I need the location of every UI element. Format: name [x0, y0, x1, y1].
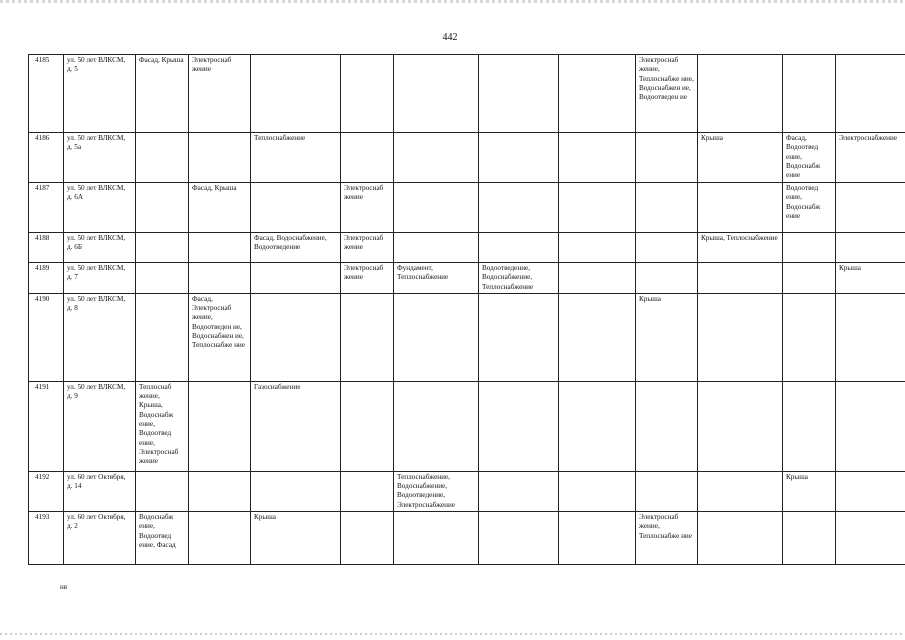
- work-cell: [189, 263, 251, 294]
- work-cell: [136, 471, 189, 511]
- work-cell: [479, 381, 559, 471]
- work-cell: Крыша: [783, 471, 836, 511]
- row-number: 4190: [29, 293, 64, 381]
- page-number: 442: [442, 32, 458, 43]
- row-number: 4193: [29, 512, 64, 565]
- row-number: 4185: [29, 55, 64, 133]
- address-cell: ул. 50 лет ВЛКСМ, д. 6Б: [64, 233, 136, 263]
- address-cell: ул. 50 лет ВЛКСМ, д. 5а: [64, 133, 136, 183]
- work-cell: [836, 293, 905, 381]
- work-cell: Газоснабжение: [251, 381, 341, 471]
- work-cell: [394, 133, 479, 183]
- work-cell: Водоснабж ение, Водоотвед ение, Фасад: [136, 512, 189, 565]
- work-cell: [479, 471, 559, 511]
- work-cell: [189, 512, 251, 565]
- work-cell: [341, 512, 394, 565]
- work-cell: [836, 381, 905, 471]
- work-cell: [251, 471, 341, 511]
- work-cell: [394, 183, 479, 233]
- work-cell: Крыша: [698, 133, 783, 183]
- address-cell: ул. 60 лет Октября, д. 2: [64, 512, 136, 565]
- work-cell: Фундамент, Теплоснабжение: [394, 263, 479, 294]
- work-cell: [189, 471, 251, 511]
- work-cell: Электроснаб жение, Теплоснабже ние: [636, 512, 698, 565]
- work-cell: [341, 293, 394, 381]
- work-cell: [836, 183, 905, 233]
- table-row: [29, 133, 905, 183]
- work-cell: [636, 471, 698, 511]
- row-number: 4192: [29, 471, 64, 511]
- work-cell: Крыша: [836, 263, 905, 294]
- work-cell: [783, 55, 836, 133]
- row-number: 4186: [29, 133, 64, 183]
- address-cell: ул. 50 лет ВЛКСМ, д. 6А: [64, 183, 136, 233]
- table-row: [29, 233, 905, 263]
- work-cell: [559, 133, 636, 183]
- work-cell: [251, 293, 341, 381]
- address-cell: ул. 50 лет ВЛКСМ, д. 7: [64, 263, 136, 294]
- work-cell: Электроснабжение: [836, 133, 905, 183]
- table-row: [29, 381, 905, 471]
- table-row: [29, 263, 905, 294]
- work-cell: [189, 233, 251, 263]
- work-cell: Теплоснаб жение, Крыша, Водоснабж ение, Водоотвед ение, Электроснаб жение: [136, 381, 189, 471]
- work-cell: [136, 293, 189, 381]
- work-cell: [698, 263, 783, 294]
- work-cell: [636, 183, 698, 233]
- work-cell: [341, 55, 394, 133]
- address-cell: ул. 50 лет ВЛКСМ, д. 5: [64, 55, 136, 133]
- work-cell: [479, 55, 559, 133]
- work-cell: [636, 133, 698, 183]
- work-cell: Электроснаб жение: [189, 55, 251, 133]
- work-cell: [559, 183, 636, 233]
- work-cell: Фасад, Электроснаб жение, Водоотведен ие, Водоснабжен ие, Теплоснабже ние: [189, 293, 251, 381]
- work-cell: Теплоснабжение, Водоснабжение, Водоотведение, Электроснабжение: [394, 471, 479, 511]
- row-number: 4191: [29, 381, 64, 471]
- work-cell: Фасад, Крыша: [189, 183, 251, 233]
- scan-edge-top: [0, 0, 905, 3]
- table-row: [29, 55, 905, 133]
- work-cell: [836, 471, 905, 511]
- work-cell: Фасад, Крыша: [136, 55, 189, 133]
- work-cell: Водоотведение, Водоснабжение, Теплоснабжение: [479, 263, 559, 294]
- work-cell: [559, 512, 636, 565]
- work-cell: [394, 381, 479, 471]
- work-cell: [783, 381, 836, 471]
- work-cell: [636, 381, 698, 471]
- work-cell: [559, 263, 636, 294]
- repair-schedule-table: [28, 54, 905, 565]
- row-number: 4187: [29, 183, 64, 233]
- work-cell: [783, 233, 836, 263]
- work-cell: Электроснаб жение: [341, 233, 394, 263]
- work-cell: [698, 512, 783, 565]
- address-cell: ул. 60 лет Октября, д. 14: [64, 471, 136, 511]
- work-cell: [394, 293, 479, 381]
- work-cell: [189, 381, 251, 471]
- work-cell: [394, 512, 479, 565]
- work-cell: [394, 233, 479, 263]
- work-cell: Водоотвед ение, Водоснабж ение: [783, 183, 836, 233]
- work-cell: [341, 133, 394, 183]
- work-cell: [559, 233, 636, 263]
- work-cell: Электроснаб жение: [341, 183, 394, 233]
- address-cell: ул. 50 лет ВЛКСМ, д. 8: [64, 293, 136, 381]
- work-cell: [136, 133, 189, 183]
- work-cell: Фасад, Водоснабжение, Водоотведение: [251, 233, 341, 263]
- work-cell: [136, 183, 189, 233]
- work-cell: [636, 263, 698, 294]
- work-cell: [136, 263, 189, 294]
- work-cell: [189, 133, 251, 183]
- work-cell: Крыша: [636, 293, 698, 381]
- table-row: [29, 471, 905, 511]
- work-cell: [251, 263, 341, 294]
- work-cell: [559, 381, 636, 471]
- work-cell: [836, 55, 905, 133]
- scan-edge-bottom: [0, 633, 905, 635]
- work-cell: Электроснаб жение, Теплоснабже ние, Водоснабжен ие, Водоотведен ие: [636, 55, 698, 133]
- address-cell: ул. 50 лет ВЛКСМ, д. 9: [64, 381, 136, 471]
- work-cell: [479, 133, 559, 183]
- work-cell: [559, 293, 636, 381]
- work-cell: [251, 183, 341, 233]
- table-row: [29, 512, 905, 565]
- work-cell: [698, 293, 783, 381]
- table-row: [29, 183, 905, 233]
- work-cell: Крыша, Теплоснабжение: [698, 233, 783, 263]
- work-cell: [698, 471, 783, 511]
- work-cell: [479, 233, 559, 263]
- work-cell: Крыша: [251, 512, 341, 565]
- work-cell: [783, 293, 836, 381]
- work-cell: [136, 233, 189, 263]
- work-cell: [394, 55, 479, 133]
- work-cell: Электроснаб жение: [341, 263, 394, 294]
- work-cell: [559, 55, 636, 133]
- work-cell: [636, 233, 698, 263]
- work-cell: [341, 381, 394, 471]
- work-cell: [559, 471, 636, 511]
- work-cell: Фасад, Водоотвед ение, Водоснабж ение: [783, 133, 836, 183]
- row-number: 4188: [29, 233, 64, 263]
- row-number: 4189: [29, 263, 64, 294]
- work-cell: [479, 293, 559, 381]
- work-cell: [698, 183, 783, 233]
- work-cell: Теплоснабжение: [251, 133, 341, 183]
- work-cell: [836, 233, 905, 263]
- work-cell: [479, 183, 559, 233]
- work-cell: [479, 512, 559, 565]
- table-row: [29, 293, 905, 381]
- work-cell: [341, 471, 394, 511]
- work-cell: [783, 512, 836, 565]
- work-cell: [698, 381, 783, 471]
- work-cell: [783, 263, 836, 294]
- work-cell: [836, 512, 905, 565]
- footer-mark: нв: [60, 583, 68, 591]
- work-cell: [251, 55, 341, 133]
- work-cell: [698, 55, 783, 133]
